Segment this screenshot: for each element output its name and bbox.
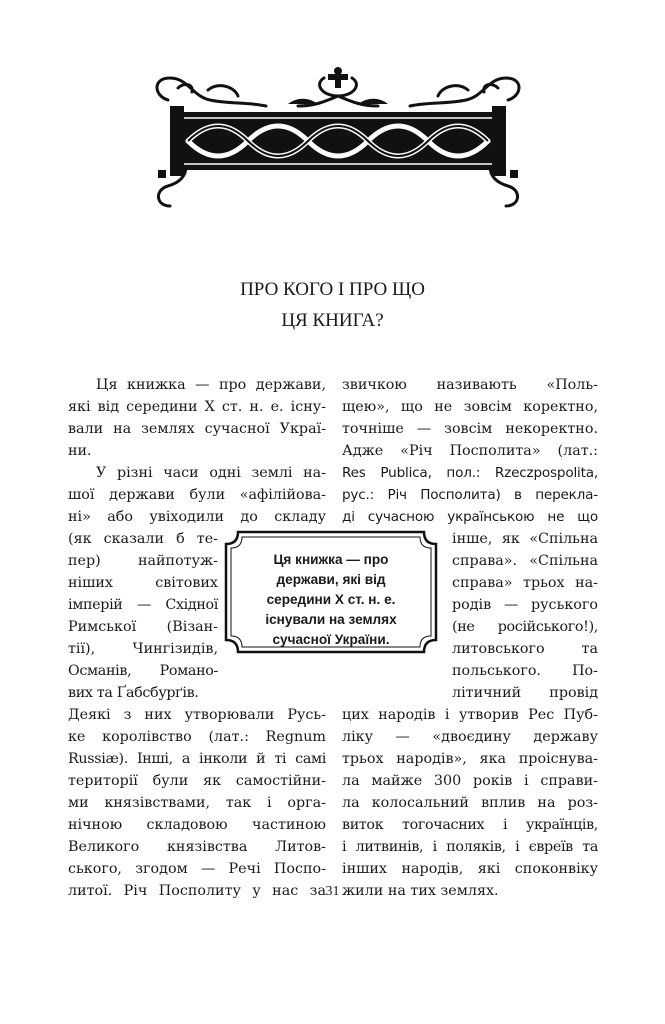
text-line: ніших світових xyxy=(68,575,218,591)
decorative-ornament xyxy=(148,66,528,212)
text-line: У різні часи одні землі на- xyxy=(96,465,326,481)
text-line: (як сказали б те- xyxy=(68,531,218,547)
text-line: Russiæ). Інші, а інколи й ті самі xyxy=(68,751,326,767)
text-line: трьох народів», яка проіснува- xyxy=(342,751,598,767)
text-line: щею», що не зовсім коректно, xyxy=(342,399,598,415)
callout-line: сучасної України. xyxy=(272,632,390,647)
text-line: ни. xyxy=(68,443,92,459)
text-line: точніше — зовсім некоректно. xyxy=(342,421,598,437)
text-line: (не російського!), xyxy=(452,619,598,635)
text-line: Деякі з них утворювали Русь- xyxy=(68,707,326,723)
text-line: Ця книжка — про держави, xyxy=(96,377,326,393)
callout-line: держави, які від xyxy=(276,572,386,587)
text-line: ні» або увіходили до складу xyxy=(68,509,326,525)
text-line: рус.: Річ Посполита) в перекла- xyxy=(342,487,598,503)
text-line: литої. Річ Посполиту у нас за xyxy=(68,883,326,899)
text-line: нічною складовою частиною xyxy=(68,817,326,833)
text-line: литовського та xyxy=(452,641,598,657)
callout-text xyxy=(242,550,420,650)
text-line: пер) найпотуж- xyxy=(68,553,218,569)
text-line: літичний провід xyxy=(452,685,598,701)
text-line: ла колосальний вплив на роз- xyxy=(342,795,598,811)
text-line: виток тогочасних і українців, xyxy=(342,817,598,833)
callout-line: існували на землях xyxy=(265,612,397,627)
text-line: звичкою називають «Поль- xyxy=(342,377,598,393)
text-line: ліку — «двоєдину державу xyxy=(342,729,598,745)
text-line: ського, згодом — Речі Поспо- xyxy=(68,861,326,877)
text-line: Римської (Візан- xyxy=(68,619,218,635)
text-line: Османів, Романо- xyxy=(68,663,218,679)
text-line: ді сучасною українською не що xyxy=(342,509,598,525)
text-line: жили на тих землях. xyxy=(342,883,499,899)
text-line: справа» трьох на- xyxy=(452,575,598,591)
text-line: які від середини X ст. н. е. існу- xyxy=(68,399,326,415)
text-line: шої держави були «афілійова- xyxy=(68,487,326,503)
pull-quote-callout xyxy=(224,530,438,654)
chapter-title-line-2: ЦЯ КНИГА? xyxy=(281,310,384,331)
chapter-title-line-1: ПРО КОГО І ПРО ЩО xyxy=(240,279,425,300)
text-line: справа». «Спільна xyxy=(452,553,598,569)
text-line: ке королівство (лат.: Regnum xyxy=(68,729,326,745)
text-line: вали на землях сучасної Украї- xyxy=(68,421,326,437)
text-line: Res Publica, пол.: Rzeczpospolita, xyxy=(342,465,598,481)
text-line: тії), Чингізидів, xyxy=(68,641,218,657)
page-number: 31 xyxy=(325,884,340,899)
text-line: цих народів і утворив Рес Пуб- xyxy=(342,707,598,723)
text-line: Адже «Річ Посполита» (лат.: xyxy=(342,443,598,459)
text-line: польського. По- xyxy=(452,663,598,679)
text-line: інших народів, які споконвіку xyxy=(342,861,598,877)
callout-line: Ця книжка — про xyxy=(273,552,389,567)
text-line: вих та Ґабсбурґів. xyxy=(68,685,199,701)
text-line: ми князівствами, так і орга- xyxy=(68,795,326,811)
text-line: території були як самостійни- xyxy=(68,773,326,789)
text-line: і литвинів, і поляків, і євреїв та xyxy=(342,839,598,855)
text-line: ла майже 300 років і справи- xyxy=(342,773,598,789)
text-line: імперій — Східної xyxy=(68,597,218,613)
text-line: Великого князівства Литов- xyxy=(68,839,326,855)
callout-line: середини X ст. н. е. xyxy=(266,592,396,607)
text-line: родів — руського xyxy=(452,597,598,613)
text-line: інше, як «Спільна xyxy=(452,531,598,547)
